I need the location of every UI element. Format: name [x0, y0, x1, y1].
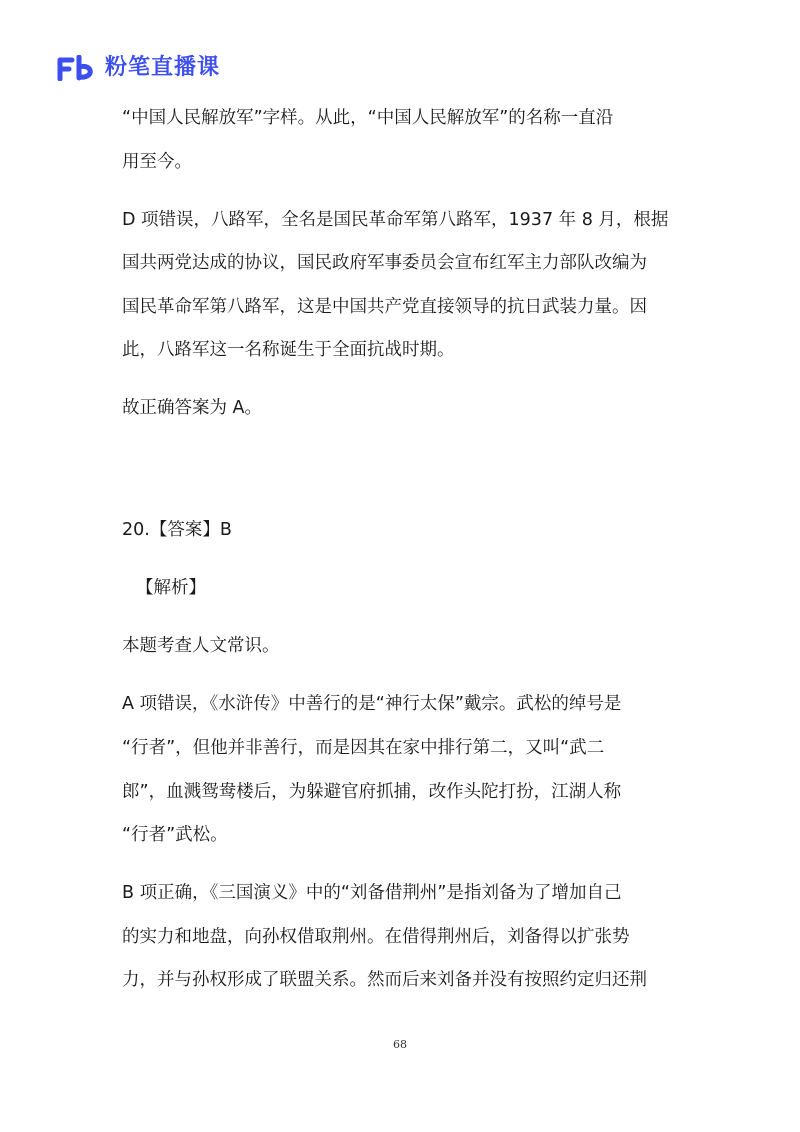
- text-line: 国共两党达成的协议，国民政府军事委员会宣布红军主力部队改编为: [122, 253, 647, 273]
- fb-logo-icon: [57, 55, 97, 81]
- text-line: 力，并与孙权形成了联盟关系。然而后来刘备并没有按照约定归还荆: [122, 970, 647, 990]
- text-line: “中国人民解放军”字样。从此，“中国人民解放军”的名称一直沿: [122, 108, 614, 128]
- analysis-heading: 【解析】: [136, 578, 206, 598]
- brand-name: 粉笔直播课: [105, 55, 221, 80]
- text-line: 故正确答案为 A。: [122, 398, 263, 418]
- answer-heading: 20.【答案】B: [122, 520, 232, 540]
- text-line: 用至今。: [122, 152, 192, 172]
- text-line: 的实力和地盘，向孙权借取荆州。在借得荆州后，刘备得以扩张势: [122, 927, 630, 947]
- text-line: “行者”武松。: [122, 825, 228, 845]
- text-line: B 项正确，《三国演义》中的“刘备借荆州”是指刘备为了增加自己: [122, 883, 622, 903]
- text-line: D 项错误，八路军，全名是国民革命军第八路军，1937 年 8 月，根据: [122, 210, 669, 230]
- page-number: 68: [393, 1038, 407, 1051]
- text-line: 本题考查人文常识。: [122, 636, 280, 656]
- text-line: 此，八路军这一名称诞生于全面抗战时期。: [122, 340, 455, 360]
- text-line: A 项错误，《水浒传》中善行的是“神行太保”戴宗。武松的绰号是: [122, 694, 622, 714]
- brand-logo: [57, 53, 220, 83]
- text-line: 国民革命军第八路军，这是中国共产党直接领导的抗日武装力量。因: [122, 297, 647, 317]
- text-line: 郎”，血溅鸳鸯楼后，为躲避官府抓捕，改作头陀打扮，江湖人称: [122, 782, 622, 802]
- text-line: “行者”，但他并非善行，而是因其在家中排行第二，又叫“武二: [122, 738, 605, 758]
